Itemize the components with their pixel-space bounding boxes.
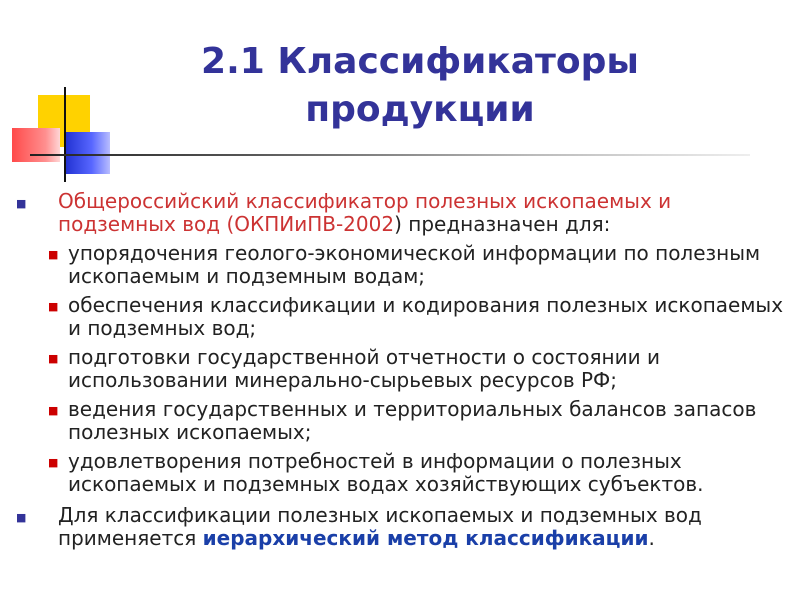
logo-blue-square <box>64 132 110 174</box>
closing-end: . <box>648 526 655 550</box>
logo-red-rectangle <box>12 128 60 162</box>
purpose-item <box>10 450 785 496</box>
bullet-square-icon: ■ <box>48 352 59 365</box>
title-divider-line <box>30 154 750 156</box>
slide-title <box>120 38 720 134</box>
intro-red-text: Общероссийский классификатор полезных ископаемых и подземных вод ( <box>58 189 672 236</box>
purpose-text: ведения государственных и территориальных балансов запасов полезных ископаемых; <box>68 397 757 444</box>
closing-bullet-item <box>10 504 785 550</box>
purpose-list <box>48 241 785 496</box>
slide-content <box>10 190 785 558</box>
bullet-square-icon: ■ <box>48 300 59 313</box>
purpose-item <box>10 346 785 392</box>
title-line-1: 2.1 Классификаторы <box>201 41 639 82</box>
intro-bullet-item <box>10 190 785 496</box>
title-line-2: продукции <box>305 89 535 130</box>
purpose-item <box>10 242 785 288</box>
bullet-square-icon: ■ <box>16 197 27 210</box>
intro-text <box>58 189 671 236</box>
closing-highlight: иерархический метод классификации <box>202 526 649 550</box>
logo-vertical-line <box>64 87 66 182</box>
purpose-item <box>10 294 785 340</box>
purpose-item <box>10 398 785 444</box>
bullet-square-icon: ■ <box>48 248 59 261</box>
closing-text: Для классификации полезных ископаемых и подземных вод применяется <box>58 503 702 550</box>
purpose-text: подготовки государственной отчетности о состоянии и использовании минерально-сырьевых ресурсов РФ; <box>68 345 660 392</box>
intro-abbreviation: ОКПИиПВ-2002 <box>234 212 395 236</box>
purpose-text: упорядочения геолого-экономической информации по полезным ископаемым и подземным водам; <box>68 241 761 288</box>
bullet-square-icon: ■ <box>16 511 27 524</box>
bullet-square-icon: ■ <box>48 404 59 417</box>
purpose-text: обеспечения классификации и кодирования полезных ископаемых и подземных вод; <box>68 293 784 340</box>
intro-rest: ) предназначен для: <box>394 212 611 236</box>
bullet-square-icon: ■ <box>48 456 59 469</box>
purpose-text: удовлетворения потребностей в информации о полезных ископаемых и подземных водах хозяйствующих субъектов. <box>68 449 704 496</box>
